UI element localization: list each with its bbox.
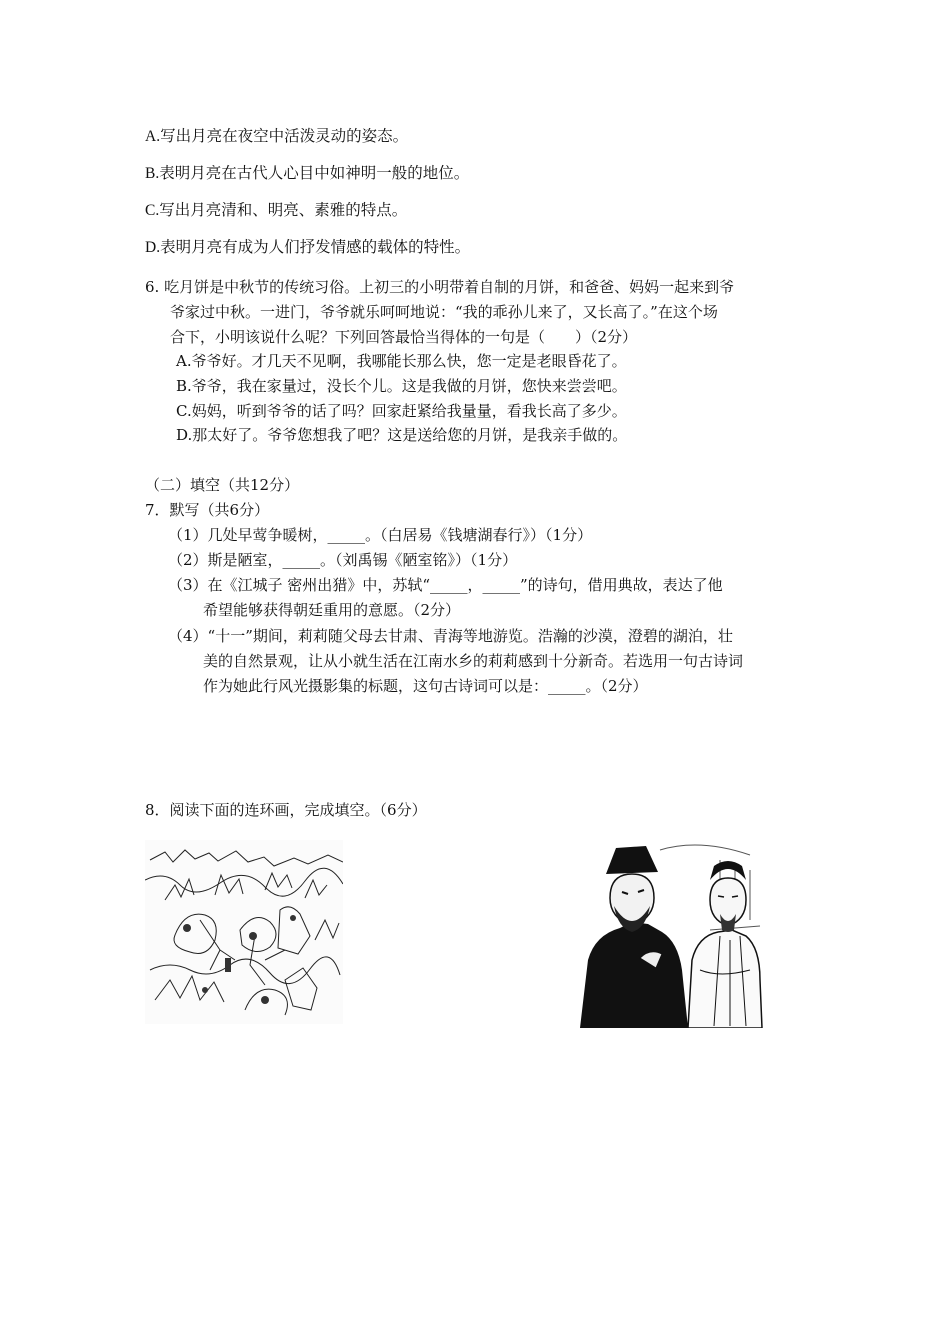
comic-panel-two-figures [570, 840, 766, 1028]
q6-option-c: C.妈妈，听到爷爷的话了吗？回家赶紧给我量量，看我长高了多少。 [176, 402, 627, 420]
q6-option-b: B.爷爷，我在家量过，没长个儿。这是我做的月饼，您快来尝尝吧。 [176, 377, 627, 395]
q7-item-2: （2）斯是陋室，_____。（刘禹锡《陋室铭》）（1分） [168, 551, 518, 569]
q6-option-d: D.那太好了。爷爷您想我了吧？这是送给您的月饼，是我亲手做的。 [176, 426, 628, 444]
q7-item-4-cont-2: 作为她此行风光摄影集的标题，这句古诗词可以是：_____。（2分） [203, 677, 648, 695]
section2-heading: （二）填空（共12分） [145, 476, 300, 494]
q7-item-3-cont: 希望能够获得朝廷重用的意愿。（2分） [203, 601, 461, 619]
q7-item-4: （4）“十一”期间，莉莉随父母去甘肃、青海等地游览。浩瀚的沙漠，澄碧的湖泊，壮 [168, 627, 733, 645]
q7-item-4-cont-1: 美的自然景观，让从小就生活在江南水乡的莉莉感到十分新奇。若选用一句古诗词 [203, 652, 744, 670]
q6-text-line-1: 6. 吃月饼是中秋节的传统习俗。上初三的小明带着自制的月饼，和爸爸、妈妈一起来到爷 [145, 278, 735, 296]
q6-text-line-3: 合下，小明该说什么呢？下列回答最恰当得体的一句是（ ）（2分） [170, 328, 638, 346]
q7-item-1: （1）几处早莺争暖树，_____。（白居易《钱塘湖春行》）（1分） [168, 526, 593, 544]
comic-panel-battle [145, 840, 343, 1024]
q7-item-3: （3）在《江城子 密州出猎》中，苏轼“_____，_____”的诗句，借用典故，表达了他 [168, 576, 723, 594]
q8-heading: 8．阅读下面的连环画，完成填空。（6分） [145, 801, 427, 819]
q6-option-a: A.爷爷好。才几天不见啊，我哪能长那么快，您一定是老眼昏花了。 [176, 352, 627, 370]
q6-text-line-2: 爷家过中秋。一进门，爷爷就乐呵呵地说：“我的乖孙儿来了，又长高了。”在这个场 [170, 303, 718, 321]
q5-option-a: A.写出月亮在夜空中活泼灵动的姿态。 [145, 128, 409, 145]
q5-option-d: D.表明月亮有成为人们抒发情感的载体的特性。 [145, 239, 471, 256]
q5-option-c: C.写出月亮清和、明亮、素雅的特点。 [145, 202, 408, 219]
q7-heading: 7．默写（共6分） [145, 501, 270, 519]
q5-option-b: B.表明月亮在古代人心目中如神明一般的地位。 [145, 165, 470, 182]
